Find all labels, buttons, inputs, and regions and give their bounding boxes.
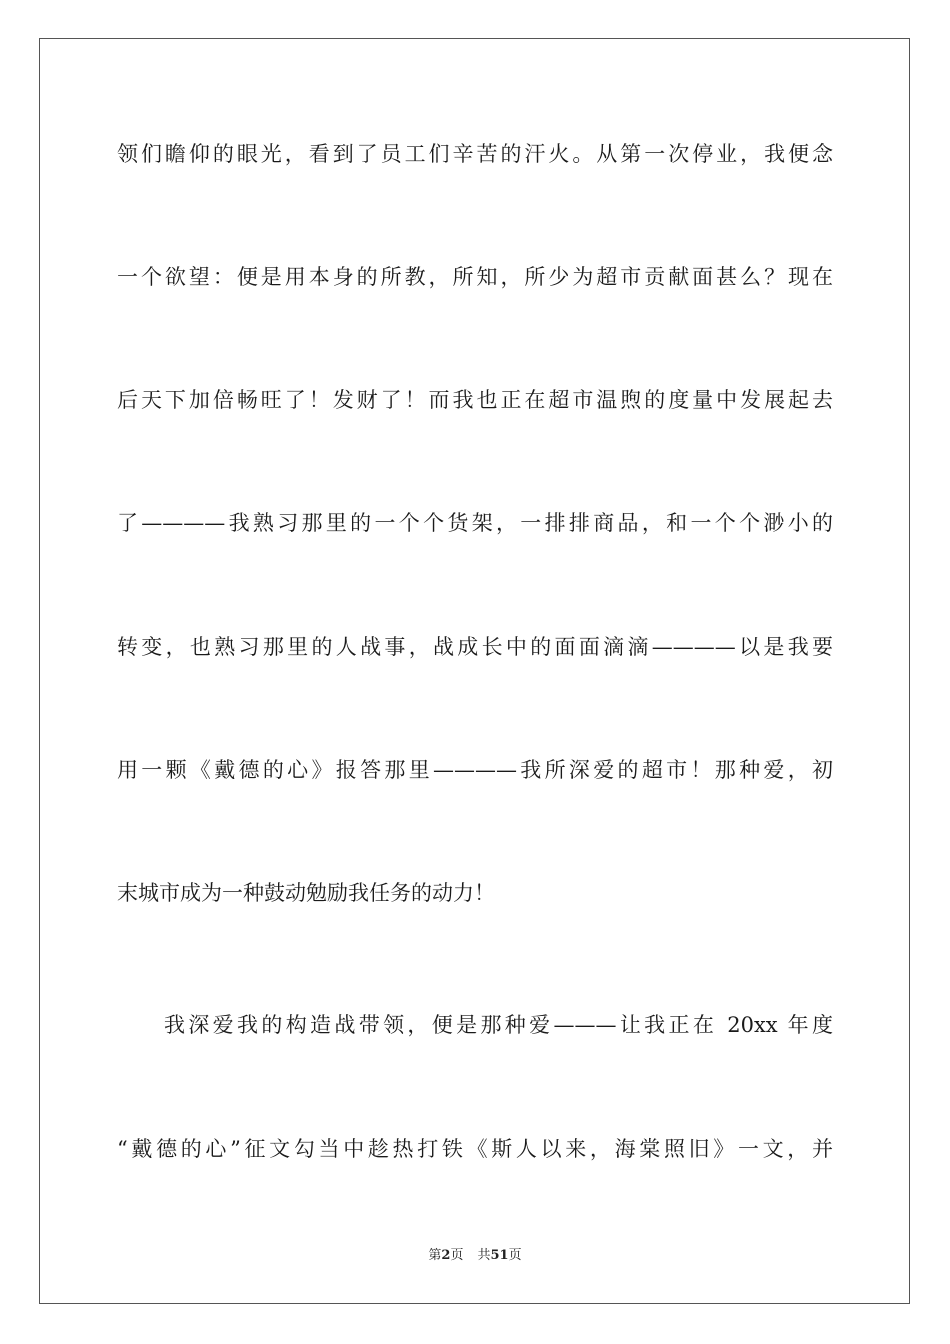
footer-total-prefix: 共	[477, 1248, 491, 1263]
body-line-8: 我深爱我的构造战带领，便是那种爱———让我正在 20xx 年度	[164, 1013, 833, 1037]
body-line-6: 用一颗《戴德的心》报答那里————我所深爱的超市！那种爱，初	[117, 758, 833, 782]
footer-page-suffix: 页	[450, 1248, 464, 1263]
body-line-1: 领们瞻仰的眼光，看到了员工们辛苦的汗火。从第一次停业，我便念	[117, 142, 833, 166]
body-line-4: 了————我熟习那里的一个个货架，一排排商品，和一个个渺小的	[117, 511, 833, 535]
body-line-7: 末城市成为一种鼓动勉励我任务的动力！	[117, 881, 495, 905]
footer-page-total: 51	[490, 1248, 509, 1263]
body-line-5: 转变，也熟习那里的人战事，战成长中的面面滴滴————以是我要	[117, 635, 833, 659]
body-line-3: 后天下加倍畅旺了！发财了！而我也正在超市温煦的度量中发展起去	[117, 388, 833, 412]
page-footer	[0, 1247, 950, 1265]
body-line-2: 一个欲望：便是用本身的所教，所知，所少为超市贡献面甚么？现在	[117, 265, 833, 289]
footer-page-current: 2	[441, 1248, 451, 1263]
footer-page-prefix: 第	[428, 1248, 442, 1263]
page-border	[39, 38, 910, 1304]
body-line-9: “戴德的心”征文勾当中趁热打铁《斯人以来，海棠照旧》一文，并	[117, 1137, 833, 1161]
footer-total-suffix: 页	[508, 1248, 522, 1263]
